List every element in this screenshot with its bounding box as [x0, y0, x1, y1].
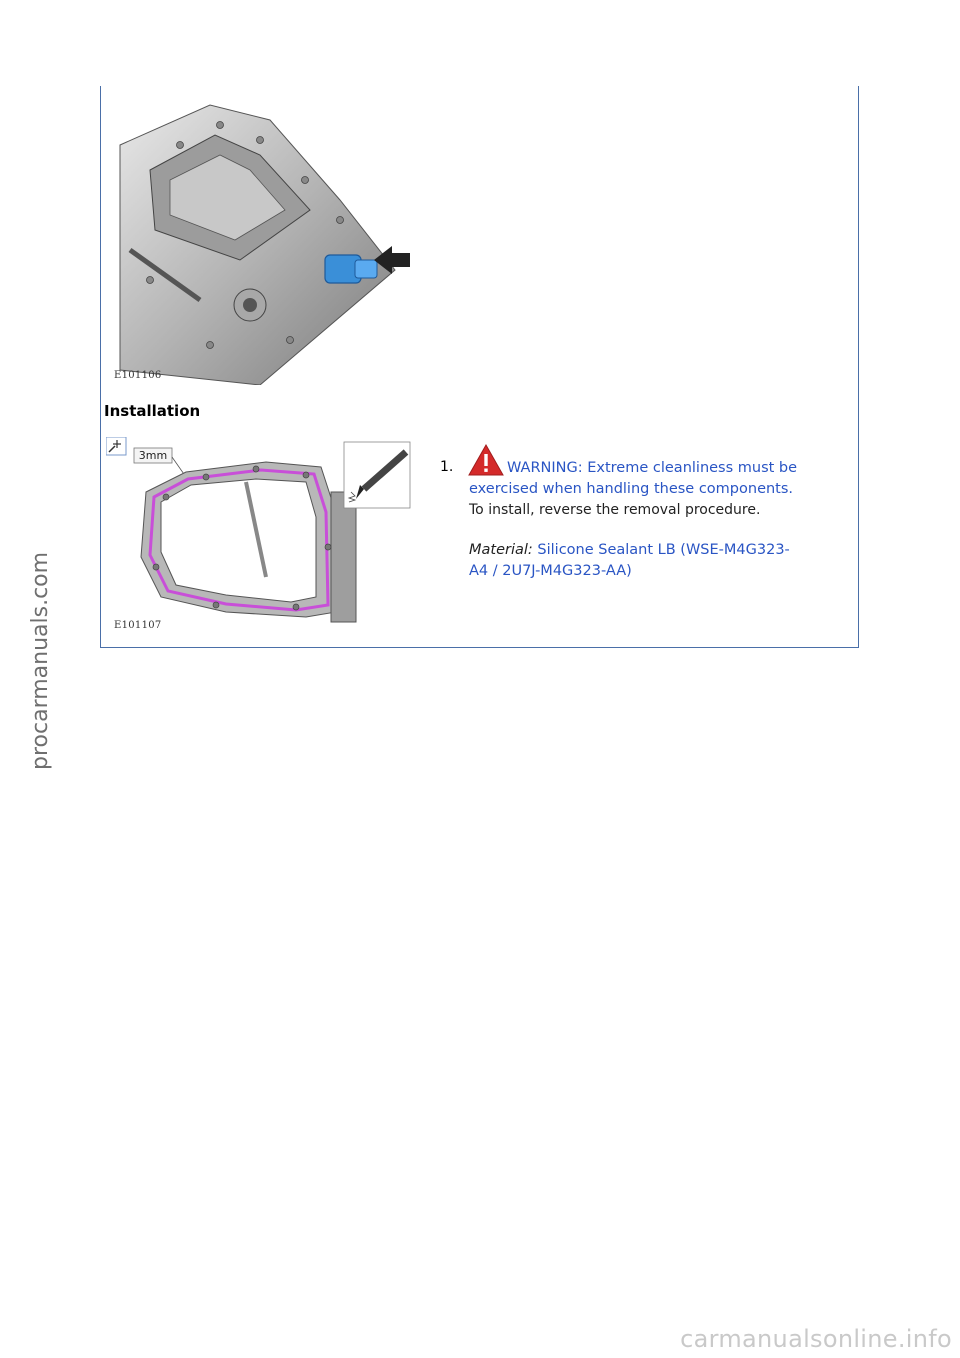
section-heading: Installation: [104, 402, 201, 420]
sealant-application-figure: [106, 437, 412, 635]
side-watermark: procarmanuals.com: [28, 551, 53, 770]
material-link-line-2[interactable]: A4 / 2U7J-M4G323-AA): [469, 563, 632, 579]
warning-line-2: exercised when handling these components.: [469, 481, 794, 497]
warning-line-1: WARNING: Extreme cleanliness must be: [507, 460, 798, 476]
material-link-line-1[interactable]: Silicone Sealant LB (WSE-M4G323-: [537, 542, 790, 558]
figure1-caption: E101106: [114, 370, 162, 381]
callout-label: 3mm: [138, 449, 168, 462]
step-text: [469, 458, 841, 521]
figure2-caption: E101107: [114, 620, 162, 631]
instruction-text: To install, reverse the removal procedure.: [469, 502, 761, 518]
material-spec: [469, 540, 841, 582]
material-label: Material:: [469, 542, 533, 558]
oil-pan-sensor-figure: [110, 100, 410, 385]
bottom-watermark: carmanualsonline.info: [680, 1325, 952, 1353]
step-number: 1.: [440, 459, 454, 475]
zoom-icon[interactable]: [106, 437, 126, 455]
